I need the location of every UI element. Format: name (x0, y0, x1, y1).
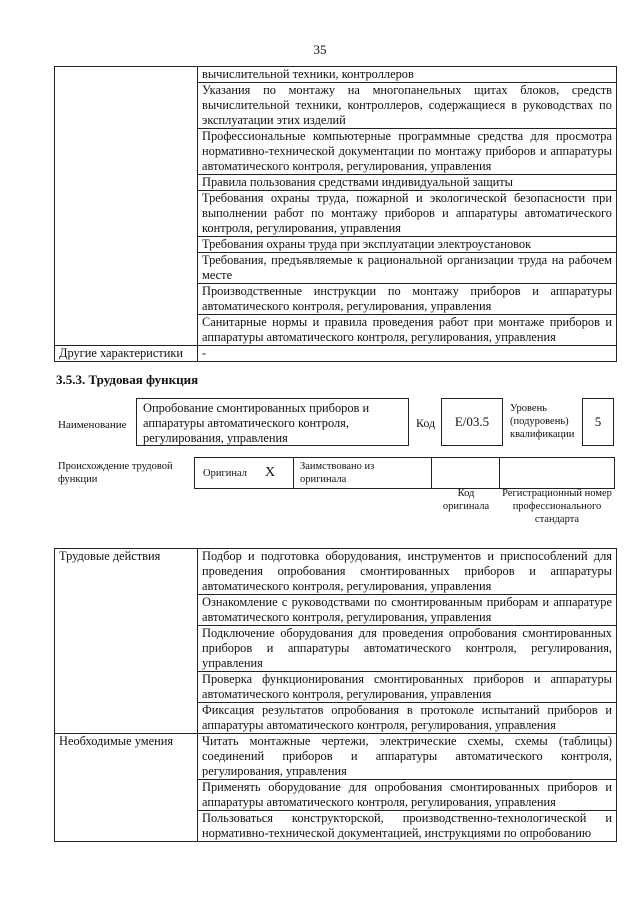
skill-item: Пользоваться конструкторской, производственно-технологической и нормативно-технической документацией, инструкциями по опробованию (198, 811, 617, 842)
original-cell (194, 457, 294, 489)
borrowed-label: Заимствовано из оригинала (300, 461, 375, 485)
table-row (55, 734, 617, 780)
borrowed-cell (293, 457, 432, 489)
code-box (441, 398, 503, 446)
other-characteristics-value: - (198, 346, 617, 362)
reg-number-cell (499, 457, 615, 489)
origin-label: Происхождение трудовой функции (58, 461, 173, 485)
original-mark: X (265, 465, 276, 480)
knowledge-item: вычислительной техники, контроллеров (198, 67, 617, 83)
knowledge-item: Требования охраны труда, пожарной и экологической безопасности при выполнении работ по монтажу приборов и аппаратуры автоматического контроля, регулирования, управления (198, 191, 617, 237)
code-label: Код (416, 416, 436, 430)
knowledge-label-cell (55, 67, 198, 346)
knowledge-item: Указания по монтажу на многопанельных щитах блоков, средств вычислительной техники, контроллеров, содержащиеся в руководствах по эксплуатации этих изделий (198, 83, 617, 129)
function-name-box (136, 398, 409, 446)
level-box (582, 398, 614, 446)
code-value: E/03.5 (454, 414, 490, 429)
skills-label: Необходимые умения (55, 734, 198, 842)
labor-action-item: Подбор и подготовка оборудования, инструментов и приспособлений для проведения опробования смонтированных приборов и аппаратуры автоматического контроля, регулирования, управления (198, 549, 617, 595)
knowledge-item: Профессиональные компьютерные программные средства для просмотра нормативно-технической документации по монтажу приборов и аппаратуры автоматического контроля, регулирования, управления (198, 129, 617, 175)
labor-actions-label: Трудовые действия (55, 549, 198, 734)
original-label: Оригинал (203, 468, 247, 479)
other-characteristics-label: Другие характеристики (55, 346, 198, 362)
name-label: Наименование (58, 419, 127, 431)
code-original-caption: Код оригинала (442, 488, 490, 512)
code-original-cell (431, 457, 500, 489)
labor-action-item: Ознакомление с руководствами по смонтированным приборам и аппаратуре автоматического контроля, регулирования, управления (198, 595, 617, 626)
labor-actions-table (54, 548, 617, 842)
section-title: 3.5.3. Трудовая функция (56, 372, 199, 387)
labor-action-item: Подключение оборудования для проведения опробования смонтированных приборов и аппаратуры автоматического контроля, регулирования, управления (198, 626, 617, 672)
knowledge-item: Правила пользования средствами индивидуальной защиты (198, 175, 617, 191)
knowledge-table (54, 66, 617, 362)
labor-action-item: Фиксация результатов опробования в протоколе испытаний приборов и аппаратуры автоматического контроля, регулирования, управления (198, 703, 617, 734)
knowledge-item: Производственные инструкции по монтажу приборов и аппаратуры автоматического контроля, регулирования, управления (198, 284, 617, 315)
labor-action-item: Проверка функционирования смонтированных приборов и аппаратуры автоматического контроля, регулирования, управления (198, 672, 617, 703)
skill-item: Читать монтажные чертежи, электрические схемы, схемы (таблицы) соединений приборов и аппаратуры автоматического контроля, регулирования, управления (198, 734, 617, 780)
knowledge-item: Требования, предъявляемые к рациональной организации труда на рабочем месте (198, 253, 617, 284)
knowledge-item: Санитарные нормы и правила проведения работ при монтаже приборов и аппаратуры автоматического контроля, регулирования, управления (198, 315, 617, 346)
level-value: 5 (594, 414, 602, 429)
table-row (55, 549, 617, 595)
level-label: Уровень (подуровень) квалификации (510, 403, 575, 440)
table-row (55, 67, 617, 83)
function-name: Опробование смонтированных приборов и аппаратуры автоматического контроля, регулирования, управления (143, 401, 370, 445)
page-number: 35 (313, 42, 327, 57)
table-row (55, 346, 617, 362)
reg-number-caption: Регистрационный номер профессионального стандарта (502, 488, 612, 525)
skill-item: Применять оборудование для опробования смонтированных приборов и аппаратуры автоматического контроля, регулирования, управления (198, 780, 617, 811)
knowledge-item: Требования охраны труда при эксплуатации электроустановок (198, 237, 617, 253)
